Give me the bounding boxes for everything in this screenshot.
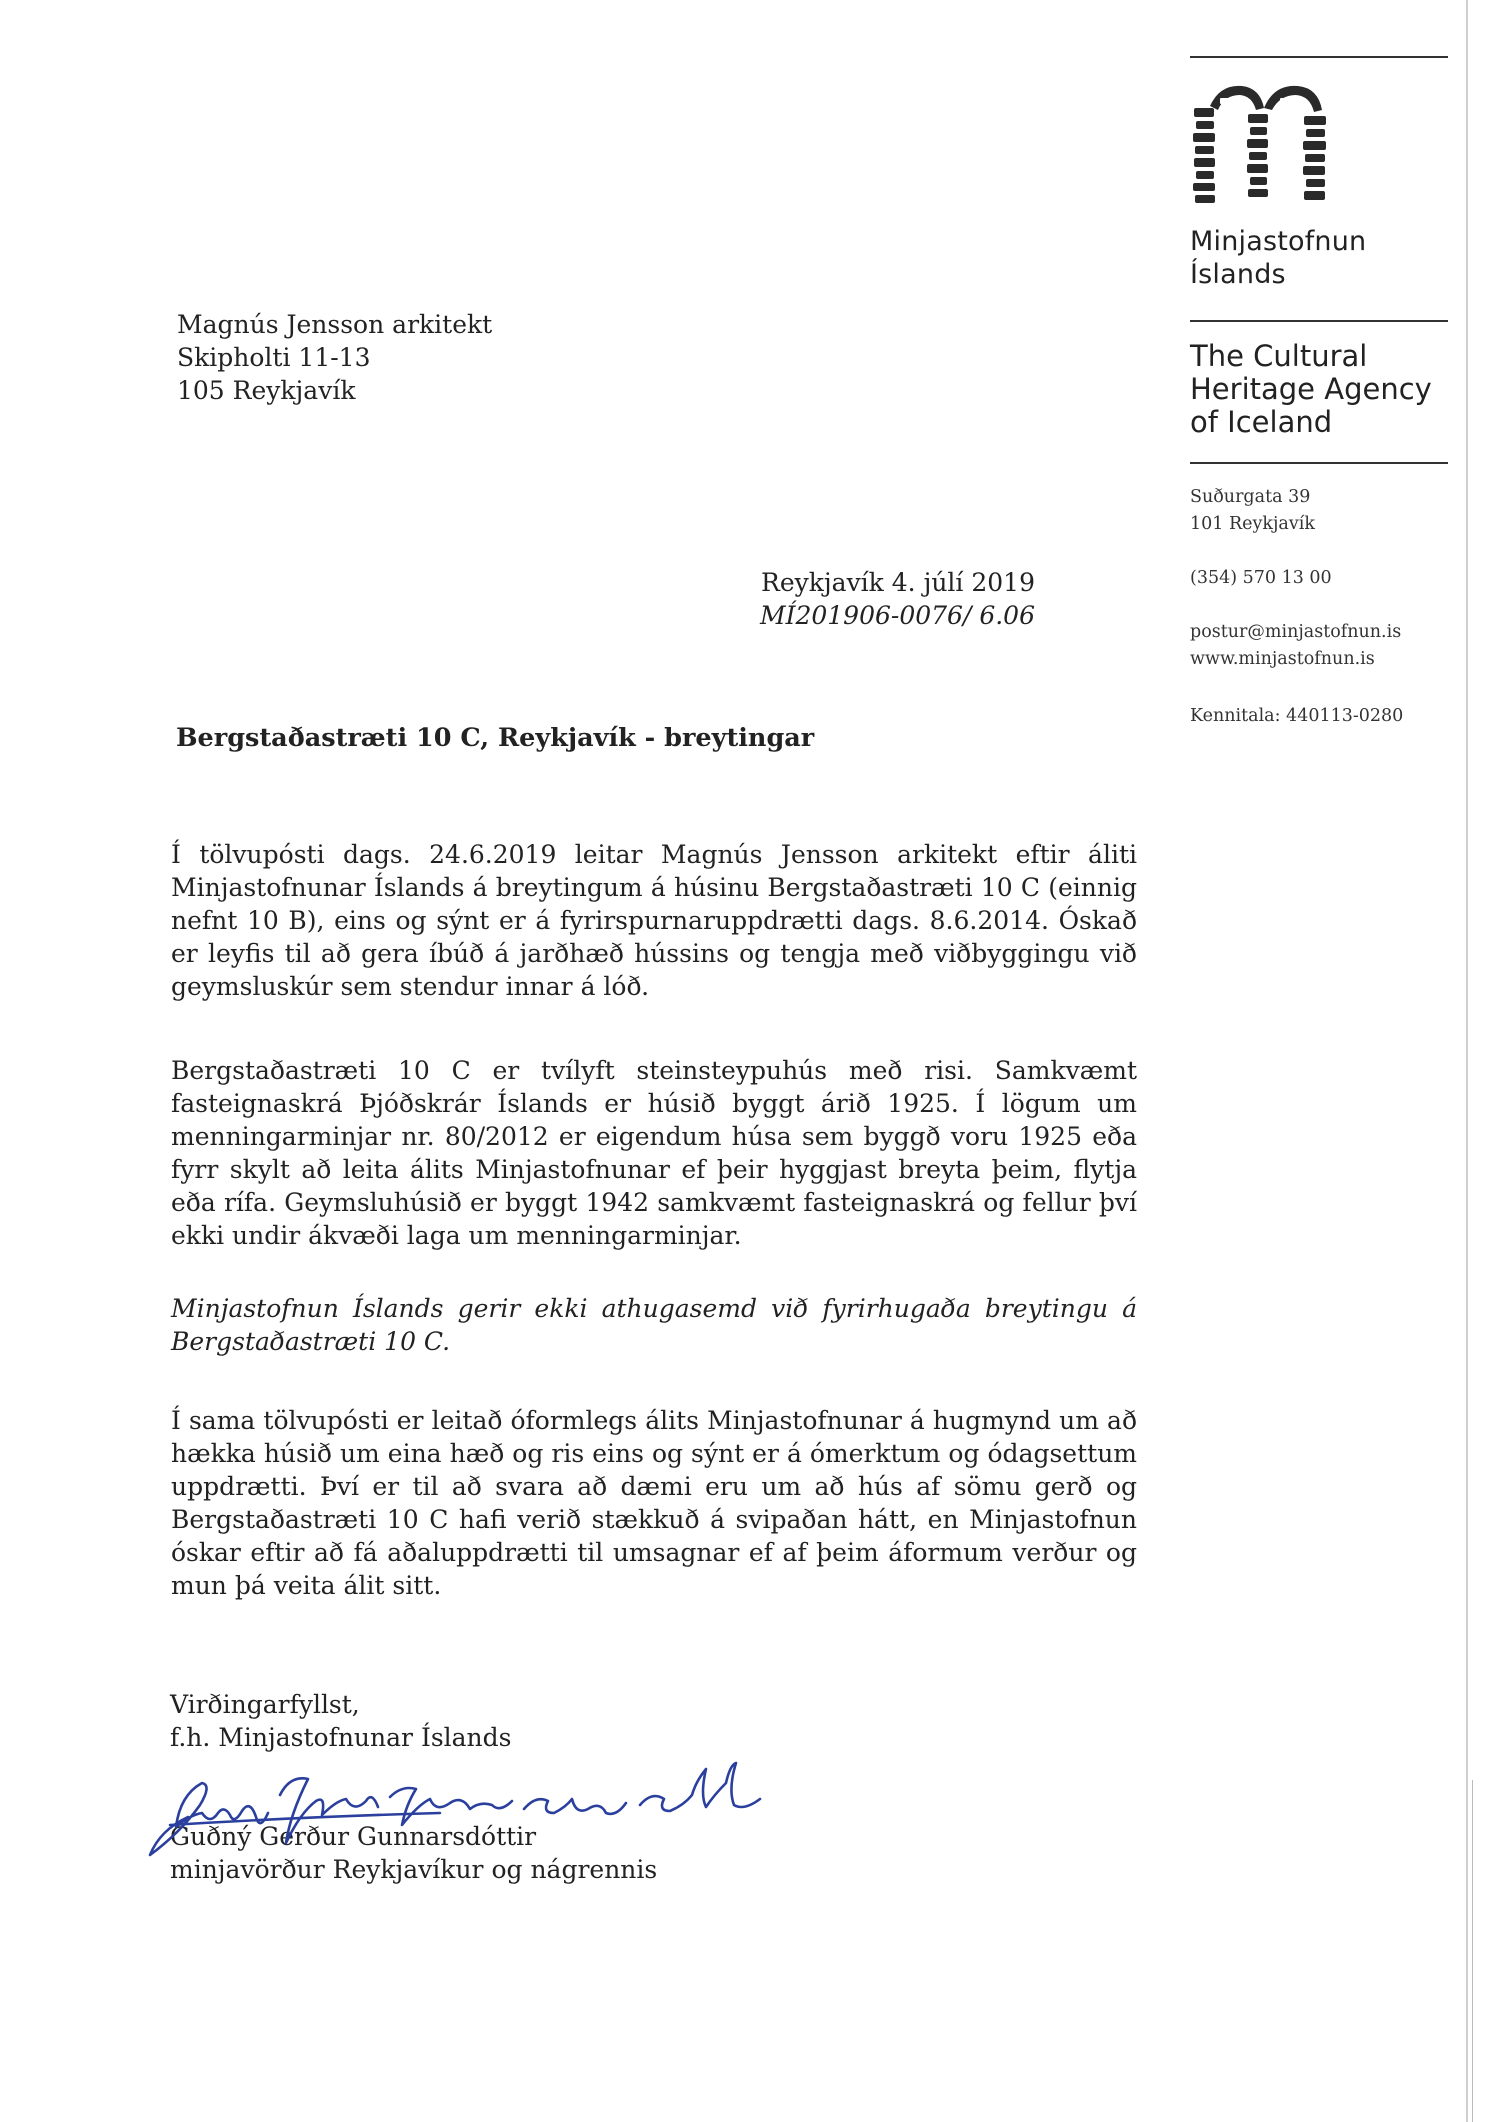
scan-edge-line-lower <box>1472 1780 1473 2122</box>
address-city: 101 Reykjavík <box>1190 514 1315 534</box>
scan-edge-line <box>1466 0 1468 2122</box>
body-paragraph-3: Minjastofnun Íslands gerir ekki athugasemd við fyrirhugaða breytingu á Bergstaðastræti 10 C. <box>171 1294 1137 1356</box>
recipient-street: Skipholti 11-13 <box>177 343 371 372</box>
org-name-en-line: Heritage Agency <box>1190 372 1432 406</box>
org-name-en-line: of Iceland <box>1190 405 1333 439</box>
org-name-is-line: Íslands <box>1190 259 1286 290</box>
org-address <box>1190 484 1315 538</box>
handwritten-signature <box>140 1755 840 1865</box>
body-paragraph-4: Í sama tölvupósti er leitað óformlegs álits Minjastofnunar á hugmynd um að hækka húsið um eina hæð og ris eins og sýnt er á ómerktum og ódagsettum uppdrætti. Því er til að svara að dæmi eru um að hús af sömu gerð og Bergstaðastræti 10 C hafi verið stækkuð á svipaðan hátt, en Minjastofnun óskar eftir að fá aðaluppdrætti til umsagnar ef af þeim áformum verður og mun þá veita álit sitt. <box>171 1406 1137 1600</box>
signer-title: minjavörður Reykjavíkur og nágrennis <box>170 1855 658 1884</box>
recipient-name: Magnús Jensson arkitekt <box>177 310 493 339</box>
recipient-block <box>177 308 492 407</box>
org-name-is-line: Minjastofnun <box>1190 226 1367 257</box>
minjastofnun-m-logo <box>1190 78 1340 208</box>
body-paragraph-2: Bergstaðastræti 10 C er tvílyft steinsteypuhús með risi. Samkvæmt fasteignaskrá Þjóðskrár Íslands er húsið byggt árið 1925. Í lögum um menningarminjar nr. 80/2012 er eigendum húsa sem byggð voru 1925 eða fyrr skylt að leita álits Minjastofnunar ef þeir hyggjast breyta þeim, flytja eða rífa. Geymsluhúsið er byggt 1942 samkvæmt fasteignaskrá og fellur því ekki undir ákvæði laga um menningarminjar. <box>171 1056 1137 1250</box>
letterhead-rule-bottom <box>1190 462 1448 464</box>
letter-subject: Bergstaðastræti 10 C, Reykjavík - breytingar <box>176 723 815 753</box>
org-phone: (354) 570 13 00 <box>1190 568 1332 588</box>
reference-number: MÍ201906-0076/ 6.06 <box>759 601 1035 630</box>
recipient-city: 105 Reykjavík <box>177 376 356 405</box>
org-web-contact <box>1190 619 1401 673</box>
org-name-en-line: The Cultural <box>1190 339 1368 373</box>
letterhead-rule-middle <box>1190 320 1448 322</box>
date-line: Reykjavík 4. júlí 2019 <box>761 568 1035 597</box>
org-name-english <box>1190 340 1432 439</box>
org-email: postur@minjastofnun.is <box>1190 622 1402 642</box>
signer-name: Guðný Gerður Gunnarsdóttir <box>170 1822 537 1851</box>
date-reference-block <box>650 566 1035 632</box>
org-kennitala: Kennitala: 440113-0280 <box>1190 706 1404 726</box>
closing-on-behalf: f.h. Minjastofnunar Íslands <box>170 1723 512 1752</box>
org-website: www.minjastofnun.is <box>1190 649 1375 669</box>
address-street: Suðurgata 39 <box>1190 487 1311 507</box>
closing-block <box>170 1688 511 1754</box>
closing-salutation: Virðingarfyllst, <box>170 1690 360 1719</box>
body-paragraph-1: Í tölvupósti dags. 24.6.2019 leitar Magnús Jensson arkitekt eftir áliti Minjastofnunar Íslands á breytingum á húsinu Bergstaðastræti 10 C (einnig nefnt 10 B), eins og sýnt er á fyrirspurnaruppdrætti dags. 8.6.2014. Óskað er leyfis til að gera íbúð á jarðhæð hússins og tengja með viðbyggingu við geymsluskúr sem stendur innar á lóð. <box>171 840 1137 1001</box>
org-name-icelandic <box>1190 225 1366 291</box>
letterhead-rule-top <box>1190 56 1448 58</box>
